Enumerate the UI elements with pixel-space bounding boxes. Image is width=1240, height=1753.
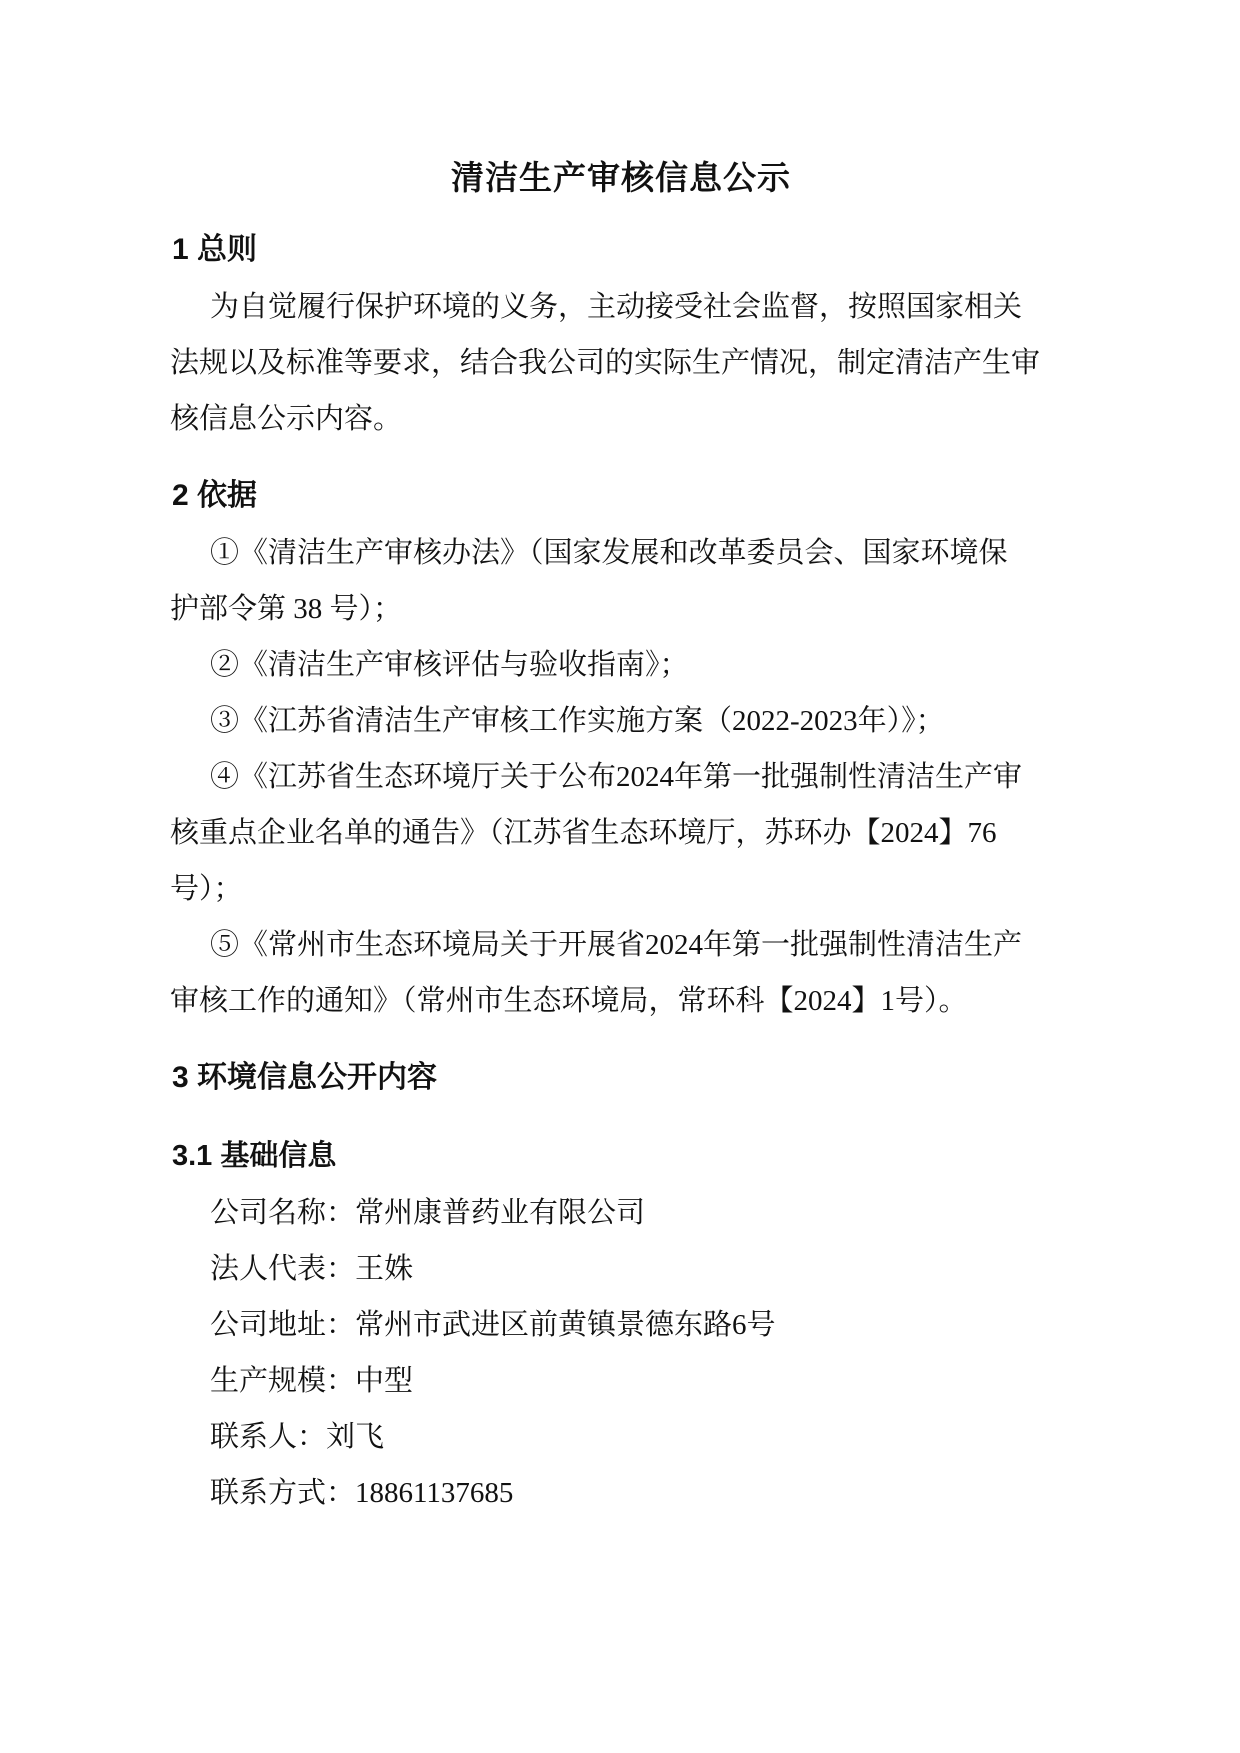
basis-item-5-line: 审核工作的通知》（常州市生态环境局，常环科【2024】1号）。 [170,985,968,1017]
document-title: 清洁生产审核信息公示 [451,159,791,196]
section-2-heading: 2 依据 [172,479,258,512]
basis-item-4-line: ④《江苏省生态环境厅关于公布2024年第一批强制性清洁生产审 [210,761,1023,793]
contact-phone-line: 联系方式：18861137685 [210,1477,514,1509]
section-1-paragraph-line: 核信息公示内容。 [170,403,403,435]
basis-item-4-line: 号）； [170,873,243,905]
section-1-paragraph-line: 法规以及标准等要求，结合我公司的实际生产情况，制定清洁产生审 [170,347,1041,379]
section-1-heading: 1 总则 [172,233,258,266]
section-3-heading: 3 环境信息公开内容 [172,1061,438,1094]
basis-item-4-line: 核重点企业名单的通告》（江苏省生态环境厅，苏环办【2024】76 [170,817,997,849]
basis-item-1-line: 护部令第 38 号）； [170,593,403,625]
basis-item-5-line: ⑤《常州市生态环境局关于开展省2024年第一批强制性清洁生产 [210,929,1023,961]
legal-representative-line: 法人代表：王姝 [210,1253,414,1285]
contact-person-line: 联系人：刘飞 [210,1421,385,1453]
company-name-line: 公司名称：常州康普药业有限公司 [210,1197,646,1229]
basis-item-2-line: ②《清洁生产审核评估与验收指南》； [210,649,689,681]
basis-item-1-line: ①《清洁生产审核办法》（国家发展和改革委员会、国家环境保 [210,537,1008,569]
company-address-line: 公司地址：常州市武进区前黄镇景德东路6号 [210,1309,776,1341]
section-1-paragraph-line: 为自觉履行保护环境的义务，主动接受社会监督，按照国家相关 [210,291,1023,323]
production-scale-line: 生产规模：中型 [210,1365,414,1397]
section-3-1-heading: 3.1 基础信息 [172,1140,337,1172]
basis-item-3-line: ③《江苏省清洁生产审核工作实施方案（2022-2023年）》； [210,705,945,737]
